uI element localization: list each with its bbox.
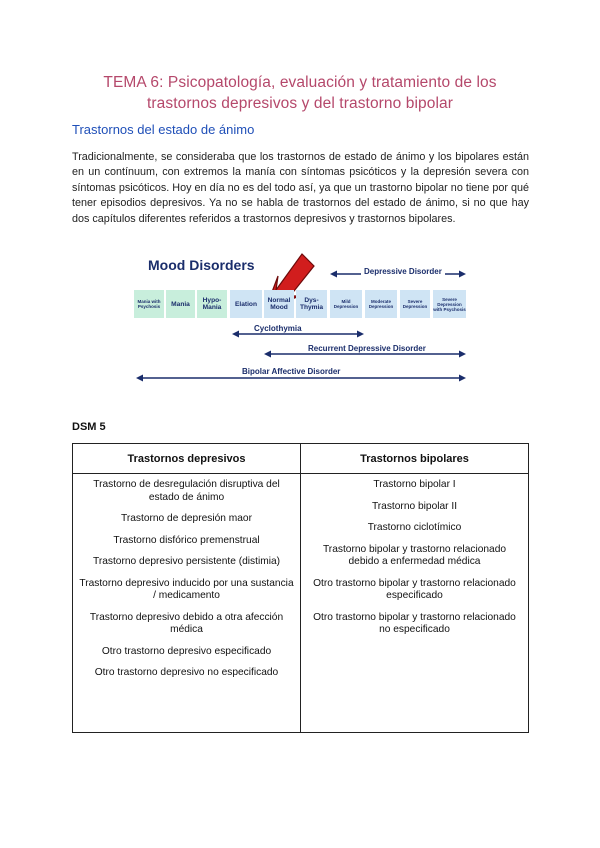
mood-box <box>400 290 430 318</box>
list-item: Trastorno bipolar y trastorno relacionado debido a enfermedad médica <box>322 543 507 567</box>
page-title-line-2: trastornos depresivos y del trastorno bipolar <box>146 95 454 112</box>
list-item: Trastorno depresivo inducido por una sustancia / medicamento <box>79 577 294 601</box>
mood-box-label: Mania with Psychosis <box>137 299 161 309</box>
depressive-disorder-label: Depressive Disorder <box>361 267 445 276</box>
mood-box-label: Mild Depression <box>333 299 359 309</box>
cyclothymia-label: Cyclothymia <box>254 324 302 333</box>
list-item: Trastorno disfórico premenstrual <box>113 534 260 546</box>
list-item: Otro trastorno bipolar y trastorno relacionado especificado <box>313 577 516 601</box>
list-item: Trastorno depresivo persistente (distimia) <box>92 556 281 567</box>
bipolar-affective-label: Bipolar Affective Disorder <box>242 367 341 376</box>
table-header-row <box>73 444 529 474</box>
mood-box <box>230 290 262 318</box>
list-item: Trastorno depresivo debido a otra afección médica <box>89 611 284 635</box>
mood-box-label: Hypo-Mania <box>202 297 222 311</box>
mood-box-label: Moderate Depression <box>368 299 394 309</box>
mood-box <box>166 290 195 318</box>
table-row <box>73 474 529 733</box>
bipolares-cell <box>301 474 529 733</box>
page-title-line-1: TEMA 6: Psicopatología, evaluación y tratamiento de los <box>103 74 497 91</box>
depresivos-cell <box>73 474 301 733</box>
list-item: Trastorno ciclotímico <box>367 522 462 533</box>
mood-box-label: Dys-Thymia <box>299 297 324 311</box>
intro-paragraph: Tradicionalmente, se consideraba que los trastornos de estado de ánimo y los bipolares están en un contínuum, con extremos la manía con síntomas psicóticos y la depresión severa con síntomas psicóticos. Hoy en día no es del todo así, ya que un trastorno bipolar no tiene por qué tener episodios depresivos. Ya no se habla de trastornos del estado de ánimo, si no que hay dos capítulos diferentes referidos a trastornos depresivos y trastornos bipolares. <box>72 151 529 225</box>
list-item: Trastorno bipolar II <box>371 500 458 512</box>
mood-box <box>433 290 466 318</box>
mood-box <box>296 290 327 318</box>
column-header: Trastornos depresivos <box>73 444 301 474</box>
list-item: Otro trastorno depresivo especificado <box>101 645 272 657</box>
list-item: Otro trastorno depresivo no especificado <box>94 667 279 678</box>
mood-box-label: Mania <box>171 300 190 308</box>
recurrent-depressive-label: Recurrent Depressive Disorder <box>308 344 426 353</box>
mood-box <box>365 290 397 318</box>
list-item: Trastorno de desregulación disruptiva del estado de ánimo <box>93 479 280 503</box>
mood-box-label: Elation <box>235 300 257 308</box>
column-header: Trastornos bipolares <box>301 444 529 474</box>
list-item: Trastorno bipolar I <box>373 479 456 490</box>
mood-box-label: Severe Depression <box>402 299 428 309</box>
list-item: Otro trastorno bipolar y trastorno relacionado no especificado <box>313 611 516 635</box>
section-heading: Trastornos del estado de ánimo <box>72 122 255 137</box>
mood-disorders-figure <box>128 250 480 388</box>
figure-title: Mood Disorders <box>148 257 255 273</box>
list-item: Trastorno de depresión maor <box>121 513 252 524</box>
mood-box <box>134 290 164 318</box>
dsm-label: DSM 5 <box>72 421 106 433</box>
mood-box <box>330 290 362 318</box>
dsm5-table <box>72 443 529 733</box>
mood-box-label: Severe Depression with Psychosis <box>433 296 466 312</box>
mood-box-label: Normal Mood <box>267 297 291 311</box>
page-title <box>60 72 540 114</box>
mood-box <box>197 290 227 318</box>
mood-box <box>264 290 294 318</box>
